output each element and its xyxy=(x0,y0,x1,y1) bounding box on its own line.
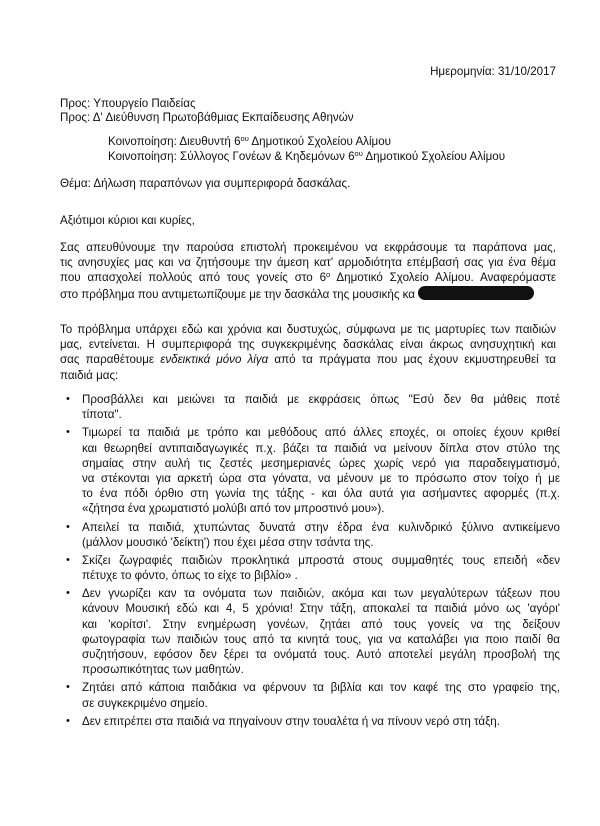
complaint-line: φωτογραφία των παιδιών τους από τα κινητά τους, για να καταλάβει για ποιο παιδί θα xyxy=(82,632,560,646)
paragraph-line: Το πρόβλημα υπάρχει εδώ και χρόνια και δυστυχώς, σύμφωνα με τις μαρτυρίες των παιδιών xyxy=(60,323,556,336)
paragraph-problem xyxy=(60,322,556,383)
complaint-line: πέτυχε το φόντο, όπως το είχε το βιβλίο» . xyxy=(82,569,298,583)
complaint-line: να στέκονται για αρκετή ώρα στα γόνατα, να μένουν με το πρόσωπο στον τοίχο ή με xyxy=(82,471,560,485)
recipient-ministry: Προς: Υπουργείο Παιδείας xyxy=(60,97,196,110)
cc-parents-sup: ου xyxy=(354,149,363,158)
complaint-line: σημαίας στην αυλή τις ζεστές μεσημεριανές ώρες χωρίς νερό για παραδειγματισμό, xyxy=(82,456,560,470)
paragraph-line: μας, εντείνεται. Η συμπεριφορά της συγκεκριμένης δασκάλας είναι άκρως ανησυχητική και xyxy=(60,338,556,352)
paragraph-line-part: από τα πράγματα που μας έχουν εκμυστηρευθεί τα xyxy=(274,353,556,367)
complaint-line: Δεν γνωρίζει καν τα ονόματα των παιδιών, ακόμα και των μεγαλύτερων τάξεων που xyxy=(82,587,560,601)
complaint-item xyxy=(60,392,560,422)
paragraph-line: τις ανησυχίες μας και να ζητήσουμε την άμεση κατ' αρμοδιότητα επέμβασή σας για ένα θέμα xyxy=(60,256,556,270)
complaint-item xyxy=(60,714,560,729)
bullet-icon: • xyxy=(66,426,70,439)
complaint-line: και 'κορίτσι'. Στην ενημέρωση γονέων, ζητάει από τους γονείς να της δείξουν xyxy=(82,617,560,631)
cc-principal-sup: ου xyxy=(240,134,249,143)
complaints-list xyxy=(60,392,560,732)
letter-greeting: Αξιότιμοι κύριοι και κυρίες, xyxy=(60,214,195,227)
redaction-mark xyxy=(418,286,534,300)
paragraph-line-part: στο πρόβλημα που αντιμετωπίζουμε με την δασκάλα της μουσικής κα xyxy=(60,287,415,301)
paragraph-line xyxy=(60,270,556,285)
complaint-item xyxy=(60,553,560,583)
complaint-line: Ζητάει από κάποια παιδάκια να φέρνουν τα βιβλία και τον καφέ της στο γραφείο της, xyxy=(82,681,560,695)
complaint-item xyxy=(60,425,560,516)
complaint-line: (μάλλον μουσικό 'δείκτη') που έχει μέσα στην τσάντα της. xyxy=(82,535,374,549)
complaint-item xyxy=(60,586,560,677)
complaint-line: «ζήτησα ένα χρωματιστό μολύβι από τον μπροστινό μου»). xyxy=(82,502,385,516)
paragraph-line-part: Δημοτικό Σχολείο Αλίμου. Αναφερόμαστε xyxy=(330,271,556,285)
paragraph-line: παιδιά μας: xyxy=(60,368,119,382)
bullet-icon: • xyxy=(66,587,70,600)
paragraph-line xyxy=(60,352,556,367)
cc-principal-school: Δημοτικού Σχολείου Αλίμου xyxy=(248,135,392,148)
bullet-icon: • xyxy=(66,553,70,566)
bullet-icon: • xyxy=(66,520,70,533)
paragraph-line-part: σας παραθέτουμε xyxy=(60,353,161,367)
complaint-line: και θεωρηθεί αντιπαιδαγωγικές π.χ. βάζει τα παιδιά να μείνουν δίπλα στον στύλο της xyxy=(82,441,560,455)
cc-parents-text: Κοινοποίηση: Σύλλογος Γονέων & Κηδεμόνων 6 xyxy=(108,150,355,163)
letter-subject: Θέμα: Δήλωση παραπόνων για συμπεριφορά δασκάλας. xyxy=(60,177,351,190)
complaint-line: κάνουν Μουσική εδώ και 4, 5 χρόνια! Στην τάξη, αποκαλεί τα παιδιά μόνο ως 'αγόρι' xyxy=(82,602,560,616)
paragraph-line-part: που απασχολεί πολλούς από τους γονείς στο 6 xyxy=(60,271,327,285)
complaint-line: τίποτα". xyxy=(82,408,122,422)
paragraph-intro xyxy=(60,240,556,301)
complaint-line: Προσβάλλει και μειώνει τα παιδιά με εκφράσεις όπως "Εσύ δεν θα μάθεις ποτέ xyxy=(82,393,560,406)
paragraph-line: Σας απευθύνουμε την παρούσα επιστολή προκειμένου να εκφράσουμε τα παράπονα μας, xyxy=(60,241,556,254)
complaint-line: συζητήσουν, εφόσον δεν ξέρει τα ονόματά τους. Αυτό αποτελεί μεγάλη προσβολή της xyxy=(82,648,560,661)
recipient-directorate: Προς: Δ' Διεύθυνση Πρωτοβάθμιας Εκπαίδευσης Αθηνών xyxy=(60,111,354,124)
cc-principal-text: Κοινοποίηση: Διευθυντή 6 xyxy=(108,135,241,148)
complaint-item xyxy=(60,680,560,710)
complaint-item xyxy=(60,520,560,550)
complaint-line: προσωπικότητας των μαθητών. xyxy=(82,663,244,677)
cc-parents-school: Δημοτικού Σχολείου Αλίμου xyxy=(362,150,506,163)
paragraph-line-sup: ο xyxy=(326,270,331,280)
paragraph-line xyxy=(60,286,556,301)
bullet-icon: • xyxy=(66,681,70,694)
complaint-line: Απειλεί τα παιδιά, χτυπώντας δυνατά στην έδρα ένα κυλινδρικό ξύλινο αντικείμενο xyxy=(82,520,560,534)
letter-date: Ημερομηνία: 31/10/2017 xyxy=(430,65,556,78)
complaint-line: Δεν επιτρέπει στα παιδιά να πηγαίνουν στην τουαλέτα ή να πίνουν νερό στη τάξη. xyxy=(82,714,500,728)
cc-principal xyxy=(108,134,391,149)
bullet-icon: • xyxy=(66,714,70,727)
paragraph-italic-phrase: ενδεικτικά μόνο λίγα xyxy=(160,353,269,367)
complaint-line: το ένα πόδι όρθιο στη γωνία της τάξης - και όλα αυτά για ασήμαντες αφορμές (π.χ. xyxy=(82,487,560,501)
bullet-icon: • xyxy=(66,393,70,405)
complaint-line: σε συγκεκριμένο σημείο. xyxy=(82,696,208,710)
cc-parents-association xyxy=(108,149,505,164)
complaint-line: Τιμωρεί τα παιδιά με τρόπο και μεθόδους από άλλες εποχές, οι οποίες έχουν κριθεί xyxy=(82,426,560,440)
complaint-line: Σκίζει ζωγραφιές παιδιών προκλητικά μπροστά στους συμμαθητές τους επειδή «δεν xyxy=(82,553,560,567)
